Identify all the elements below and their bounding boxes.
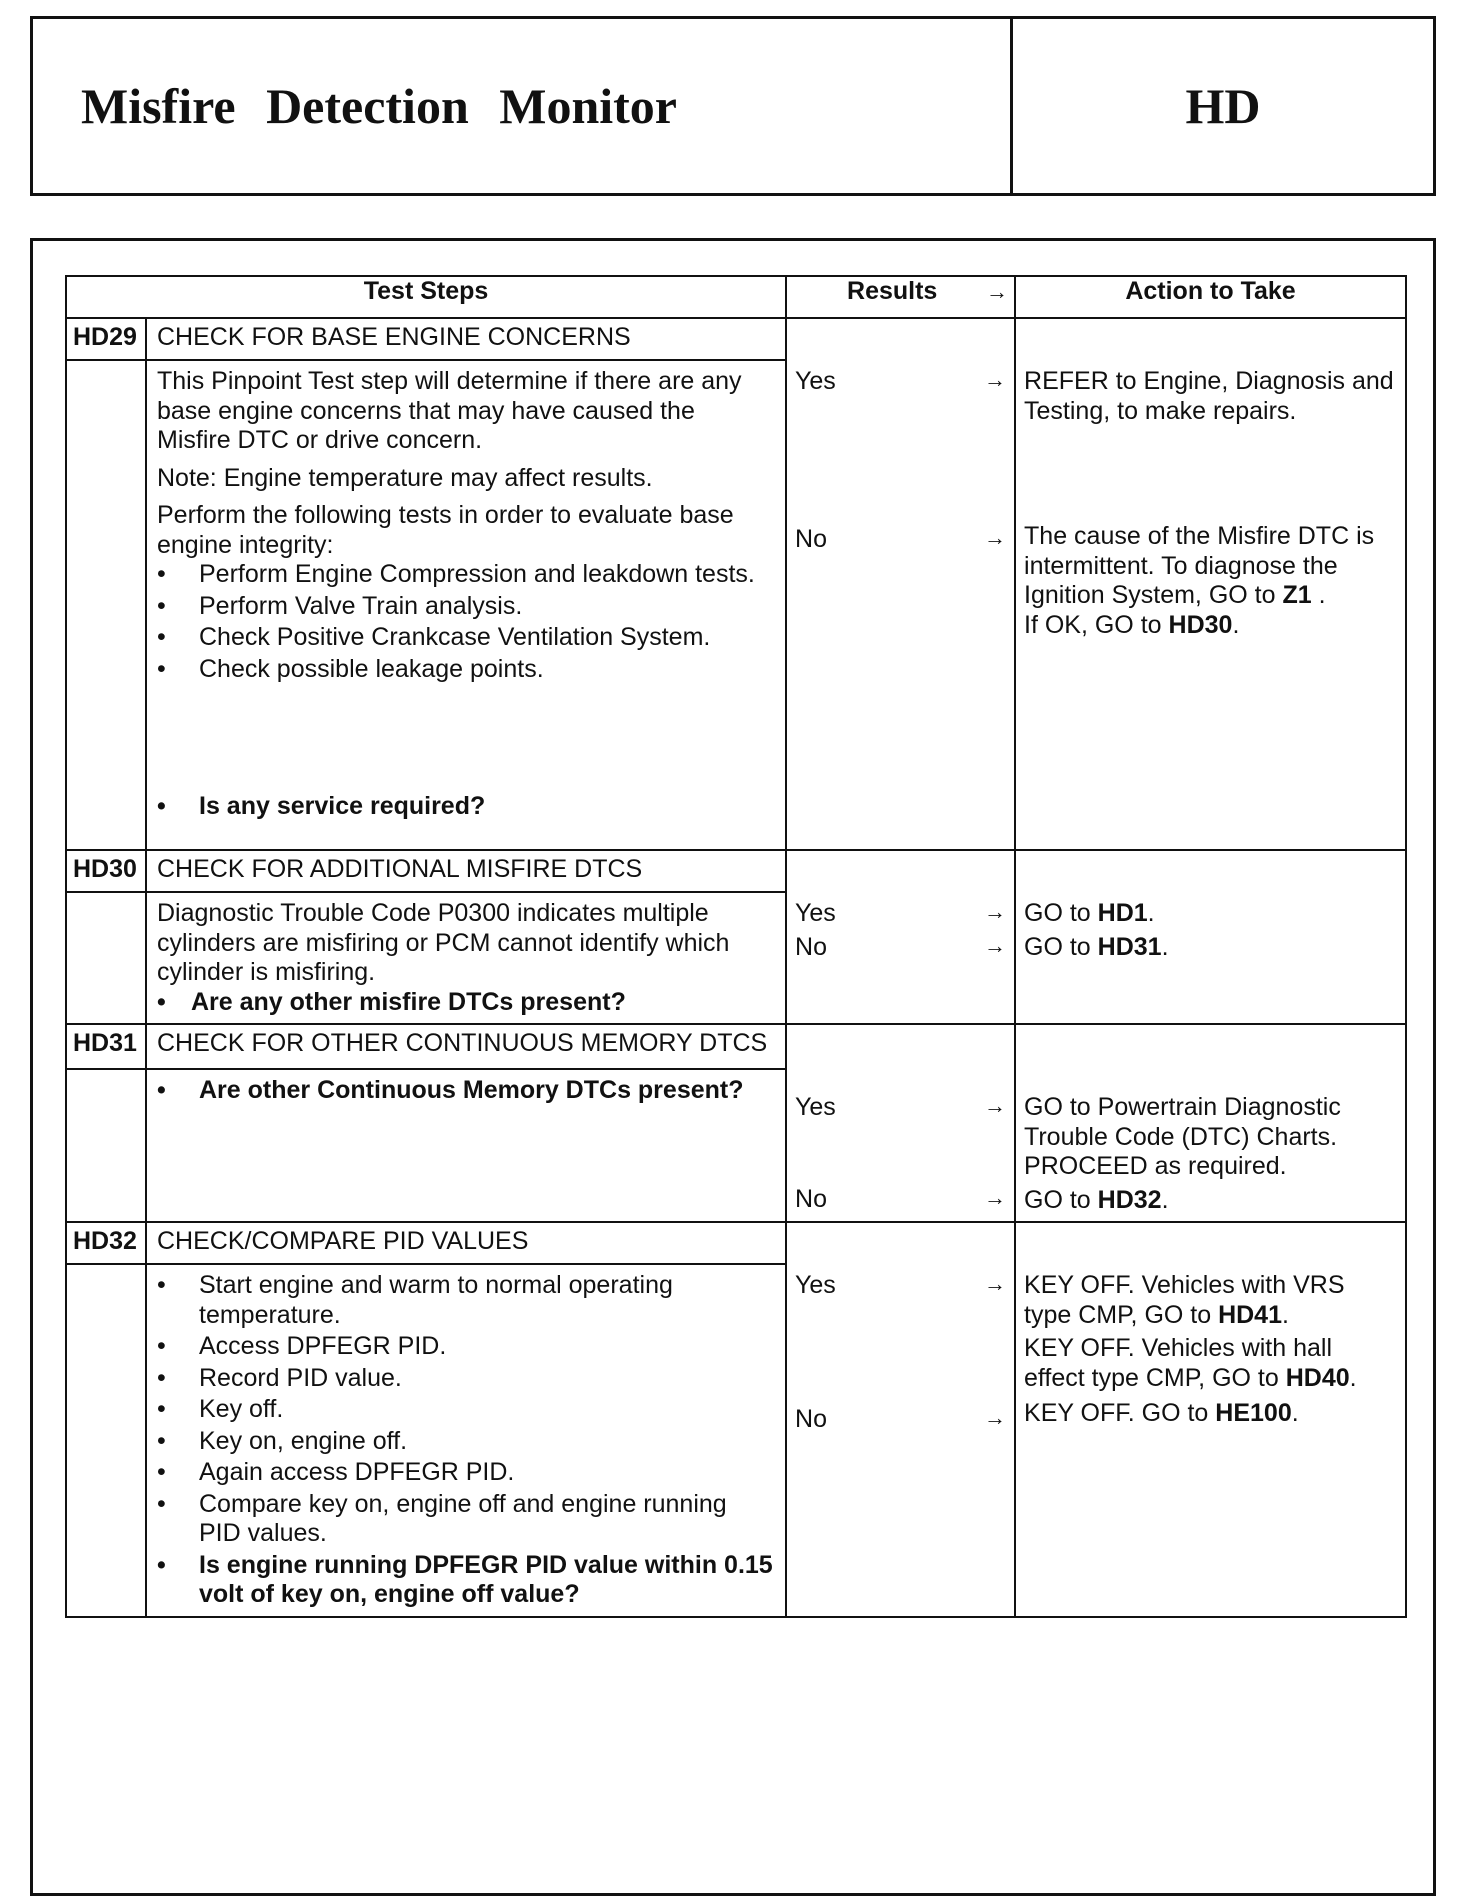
step-actions (1015, 1024, 1406, 1222)
ref-link[interactable]: HD41 (1218, 1300, 1282, 1329)
step-bullet-list (157, 988, 775, 1018)
arrow-icon: → (984, 1271, 1007, 1296)
page-header (30, 16, 1436, 196)
step-actions (1015, 1222, 1406, 1617)
ref-link[interactable]: HE100 (1215, 1399, 1292, 1427)
action-yes-text: GO to (1024, 899, 1091, 927)
step-name: CHECK FOR ADDITIONAL MISFIRE DTCS (146, 850, 786, 892)
action-no: GO to HD31. (1024, 932, 1169, 961)
action-no-ok: If OK, GO to HD30. (1024, 610, 1240, 639)
step-bullet: • Record PID value. (157, 1364, 775, 1394)
arrow-icon: → (984, 1184, 1007, 1210)
header-results-label: Results (847, 277, 938, 305)
header-test-steps: Test Steps (66, 276, 786, 318)
action-no-text: GO to (1024, 932, 1091, 961)
step-results (786, 1222, 1015, 1617)
step-hd30-title-row (66, 850, 1406, 892)
action-yes-vrs-text: KEY OFF. Vehicles with VRS type CMP, GO to (1024, 1271, 1345, 1329)
step-results (786, 318, 1015, 850)
arrow-icon: → (984, 932, 1007, 958)
step-hd32-title-row (66, 1222, 1406, 1264)
step-question: • Are other Continuous Memory DTCs present? (157, 1076, 775, 1106)
step-bullet: • Key on, engine off. (157, 1427, 775, 1457)
step-actions (1015, 318, 1406, 850)
action-yes: GO to Powertrain Diagnostic Trouble Code (DTC) Charts. PROCEED as required. (1024, 1093, 1341, 1180)
ref-link[interactable]: HD32 (1097, 1185, 1162, 1214)
action-yes-hall-text: KEY OFF. Vehicles with hall effect type CMP, GO to (1024, 1334, 1333, 1392)
arrow-icon: → (984, 1404, 1007, 1430)
step-bullet-list (157, 1271, 775, 1610)
result-no: No (795, 932, 827, 961)
step-paragraph: Perform the following tests in order to evaluate base engine integrity: (157, 501, 734, 559)
step-body (146, 1069, 786, 1222)
step-code: HD31 (66, 1024, 146, 1069)
action-no: The cause of the Misfire DTC is intermittent. To diagnose the Ignition System, GO to Z1 . (1024, 522, 1375, 609)
step-body (146, 1264, 786, 1617)
step-actions (1015, 850, 1406, 1024)
action-no-text: GO to (1024, 1185, 1091, 1214)
step-code: HD32 (66, 1222, 146, 1264)
action-no-text: The cause of the Misfire DTC is intermittent. To diagnose the Ignition System, GO to (1024, 522, 1375, 609)
table-header-row (66, 276, 1406, 318)
step-name: CHECK FOR OTHER CONTINUOUS MEMORY DTCS (146, 1024, 786, 1069)
action-yes-vrs: KEY OFF. Vehicles with VRS type CMP, GO to HD41. (1024, 1271, 1345, 1329)
step-question: • Is any service required? (157, 792, 775, 822)
page-title: Misfire Detection Monitor (33, 19, 1013, 193)
step-bullet: • Again access DPFEGR PID. (157, 1458, 775, 1488)
pinpoint-test-table (65, 275, 1407, 1618)
arrow-icon: → (984, 367, 1007, 392)
step-bullet: • Perform Engine Compression and leakdown tests. (157, 560, 775, 590)
code-spacer (66, 892, 146, 1024)
header-action: Action to Take (1015, 276, 1406, 318)
code-spacer (66, 360, 146, 850)
step-bullet: • Start engine and warm to normal operating temperature. (157, 1271, 775, 1330)
step-results (786, 1024, 1015, 1222)
result-no: No (795, 1404, 827, 1433)
step-body (146, 892, 786, 1024)
action-yes: REFER to Engine, Diagnosis and Testing, to make repairs. (1024, 367, 1394, 425)
step-bullet-list (157, 1076, 775, 1106)
step-bullet-list (157, 560, 775, 822)
action-no-ok-text: If OK, GO to (1024, 610, 1162, 639)
arrow-icon: → (984, 1093, 1007, 1118)
step-note: Note: Engine temperature may affect results. (157, 463, 653, 492)
arrow-icon: → (986, 278, 1009, 304)
step-bullet: • Check possible leakage points. (157, 655, 775, 685)
action-yes: GO to HD1. (1024, 899, 1155, 927)
step-hd29-title-row (66, 318, 1406, 360)
step-name: CHECK/COMPARE PID VALUES (146, 1222, 786, 1264)
step-body (146, 360, 786, 850)
step-name: CHECK FOR BASE ENGINE CONCERNS (146, 318, 786, 360)
result-no: No (795, 524, 827, 553)
action-no-text: KEY OFF. GO to (1024, 1399, 1209, 1427)
result-yes: Yes (795, 1271, 836, 1299)
step-paragraph: This Pinpoint Test step will determine if there are any base engine concerns that may have caused the Misfire DTC or drive concern. (157, 367, 742, 454)
code-spacer (66, 1264, 146, 1617)
step-code: HD29 (66, 318, 146, 360)
ref-link[interactable]: HD1 (1097, 899, 1148, 927)
ref-link[interactable]: Z1 (1282, 581, 1312, 609)
action-no: KEY OFF. GO to HE100. (1024, 1399, 1299, 1427)
step-bullet: • Compare key on, engine off and engine running PID values. (157, 1490, 775, 1549)
ref-link[interactable]: HD31 (1097, 932, 1162, 961)
section-code: HD (1185, 78, 1261, 134)
result-yes: Yes (795, 367, 836, 395)
content-frame (30, 238, 1436, 1896)
step-hd31-title-row (66, 1024, 1406, 1069)
action-yes-hall: KEY OFF. Vehicles with hall effect type CMP, GO to HD40. (1024, 1334, 1357, 1392)
step-question: • Is engine running DPFEGR PID value within 0.15 volt of key on, engine off value? (157, 1551, 775, 1610)
header-results (786, 276, 1015, 318)
step-paragraph: Diagnostic Trouble Code P0300 indicates multiple cylinders are misfiring or PCM cannot identify which cylinder is misfiring. (157, 899, 730, 986)
step-code: HD30 (66, 850, 146, 892)
arrow-icon: → (984, 899, 1007, 924)
step-bullet: • Check Positive Crankcase Ventilation System. (157, 623, 775, 653)
arrow-icon: → (984, 524, 1007, 550)
step-bullet: • Access DPFEGR PID. (157, 1332, 775, 1362)
step-bullet: • Perform Valve Train analysis. (157, 592, 775, 622)
ref-link[interactable]: HD30 (1168, 610, 1233, 639)
result-no: No (795, 1184, 827, 1213)
result-yes: Yes (795, 1093, 836, 1121)
step-results (786, 850, 1015, 1024)
action-no: GO to HD32. (1024, 1185, 1169, 1214)
ref-link[interactable]: HD40 (1285, 1363, 1350, 1392)
code-spacer (66, 1069, 146, 1222)
step-question: • Are any other misfire DTCs present? (157, 988, 775, 1018)
result-yes: Yes (795, 899, 836, 927)
step-bullet: • Key off. (157, 1395, 775, 1425)
